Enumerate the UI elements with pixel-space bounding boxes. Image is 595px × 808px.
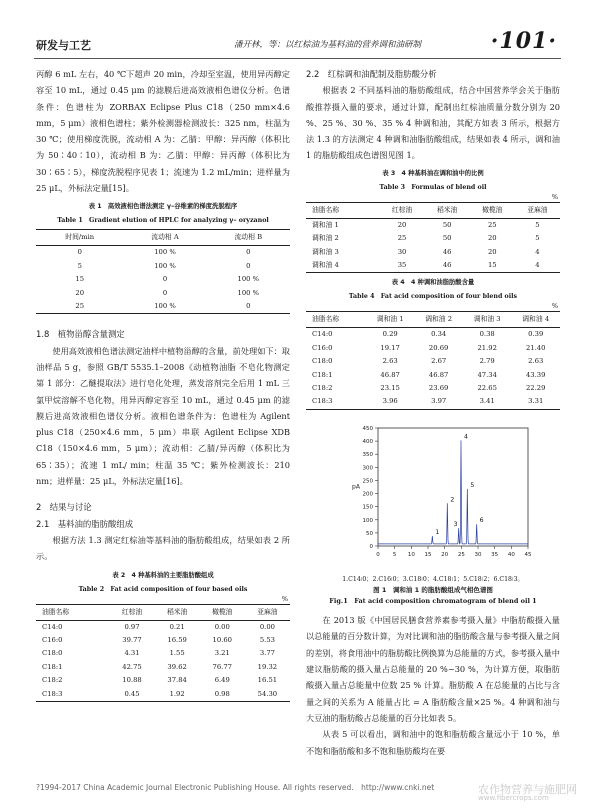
table-cell: 19.32 [257, 662, 278, 671]
table-cell: 16.51 [257, 676, 278, 685]
table-cell: 15 [75, 275, 85, 284]
chromatogram-figure [306, 418, 560, 573]
table-row [36, 620, 290, 634]
peak-label: 1 [435, 528, 440, 536]
table-header: 亚麻油 [527, 205, 548, 214]
table-cell: C18:3 [42, 689, 63, 698]
table-header: 油脂名称 [312, 205, 340, 214]
table-header: 流动相 B [234, 233, 263, 242]
table-cell: 20 [487, 247, 497, 256]
y-tick-label: 200 [362, 491, 373, 498]
table-row [306, 328, 560, 342]
table-cell: 5.53 [259, 635, 275, 644]
table-cell: 100 % [154, 261, 176, 270]
table2-caption-en: Table 2 Fat acid composition of four based oils [78, 585, 248, 593]
table-row [36, 661, 290, 674]
x-tick-label: 45 [524, 551, 532, 558]
peak-label: 4 [464, 433, 468, 441]
y-tick-label: 0 [369, 543, 373, 550]
table3-caption-cn: 表 3 4 种基料油在调和油中的比例 [382, 169, 484, 177]
table-cell: 20 [397, 220, 407, 229]
table3 [306, 202, 560, 274]
table2-unit: % [281, 594, 288, 603]
running-title: 潘开林，等：以红棕油为基料油的营养调和油研制 [234, 40, 422, 50]
table-header: 油脂名称 [42, 607, 70, 616]
table-cell: 0.38 [479, 330, 495, 339]
table-cell: 1.92 [169, 689, 185, 698]
table-row [306, 395, 560, 409]
table-header: 调和油 4 [522, 315, 550, 324]
table-cell: 46 [442, 261, 452, 269]
chromatogram-chart [306, 418, 560, 568]
table1-caption-en: Table 1 Gradient elution of HPLC for analyzing γ– oryzanol [57, 217, 269, 225]
table-row [36, 300, 290, 314]
table-cell: 0.97 [124, 622, 140, 631]
table-cell: 16.59 [167, 635, 187, 644]
table-cell: 0.98 [214, 689, 230, 698]
paragraph: 根据方法 1.3 测定红棕油等基料油的脂肪酸组成，结果如表 2 所示。 [36, 534, 290, 562]
table-cell: 0 [162, 288, 168, 297]
table4-caption-cn: 表 4 4 种调和油脂肪酸含量 [391, 279, 475, 287]
page-number: ·101· [490, 28, 557, 54]
table-cell: 39.62 [167, 662, 187, 671]
table-cell: 25 [487, 220, 497, 229]
y-tick-label: 150 [362, 504, 373, 511]
table2-caption-cn: 表 2 4 种基料油的主要脂肪酸组成 [112, 571, 214, 579]
table4 [306, 311, 560, 409]
y-tick-label: 450 [362, 425, 373, 432]
table-cell: 50 [442, 220, 452, 229]
table-cell: 20.69 [428, 343, 449, 352]
table-cell: 47.34 [477, 370, 497, 379]
table-cell: 4.31 [124, 649, 140, 658]
table-cell: 46.87 [428, 370, 449, 379]
table-header: 时间/min [65, 233, 95, 242]
table-cell: 0.34 [431, 330, 447, 339]
table-cell: 15 [487, 261, 497, 269]
copyright-footer: ?1994-2017 China Academic Journal Electronic Publishing House. All rights reserved. http://www.cnki.net [36, 783, 435, 792]
table-cell: 0.39 [528, 330, 544, 339]
table1 [36, 229, 290, 314]
table-header: 红棕油 [391, 205, 413, 214]
table-cell: 54.30 [257, 689, 278, 698]
table-cell: 3.97 [431, 397, 447, 406]
table4-caption-en: Table 4 Fat acid composition of four blend oils [348, 293, 518, 301]
table-row [36, 674, 290, 687]
table-row [306, 342, 560, 355]
table-header: 稻米油 [436, 205, 458, 214]
table-cell: 3.96 [382, 397, 398, 406]
table-cell: 100 % [237, 275, 260, 284]
x-tick-label: 20 [441, 551, 449, 558]
table-cell: 0 [77, 248, 82, 257]
table-cell: C16:0 [42, 635, 63, 644]
table-cell: C18:1 [42, 662, 63, 671]
x-tick-label: 10 [407, 551, 415, 558]
table-cell: 21.92 [477, 343, 497, 352]
table-cell: C18:0 [42, 649, 63, 658]
table-cell: 21.40 [525, 343, 546, 352]
table-cell: 2.63 [528, 357, 544, 366]
table-cell: 20 [487, 234, 497, 243]
table-cell: 100 % [237, 288, 260, 297]
watermark: 农作物营养与施肥网 [478, 783, 577, 796]
x-tick-label: 15 [424, 551, 432, 558]
table-cell: 4 [535, 261, 540, 269]
table4-unit: % [551, 302, 558, 311]
table-cell: 4 [535, 247, 540, 256]
table-cell: C18:2 [312, 384, 333, 393]
table-cell: 50 [442, 234, 452, 243]
table-cell: 0 [162, 275, 168, 284]
table-row [36, 688, 290, 702]
table-cell: 46.87 [380, 370, 400, 379]
peak-label: 5 [470, 481, 475, 489]
section-heading: 1.8 植物甾醇含量测定 [36, 329, 125, 340]
table-cell: 39.77 [122, 635, 142, 644]
table-cell: C14:0 [42, 622, 63, 631]
table1-caption-cn: 表 1 高效液相色谱法测定 γ–谷维素的梯度洗脱程序 [88, 203, 238, 211]
table-row [306, 382, 560, 395]
table-cell: 调和油 1 [312, 220, 339, 229]
table-header: 稻米油 [166, 607, 188, 616]
paragraph: 使用高效液相色谱法测定油样中植物甾醇的含量，前处理如下：取油样品 5 g，参照 GB/T 5535.1–2008《动植物油脂 不皂化物测定 第 1 部分：乙醚提取法》进行皂化处理，蒸发溶剂完全后用 1 mL 三氯甲烷溶解不皂化物，用异丙醇定容至 10 mL，通过 0.45 μm 的滤膜后进高效液相色谱仪分析。液相色谱条件为：色谱柱为 Agilent plus C18（250×4.6 mm，5 μm）串联 Agilent Eclipse XDB C18（150×4.6 mm，5 μm）；流动相：乙腈/异丙醇（体积比为 65∶35）；流速 1 mL/ min；柱温 35 ℃；紫外检测波长：210 nm；进样量：25 μL，外标法定量[16]。 [36, 345, 290, 487]
table-cell: 1.55 [169, 649, 185, 658]
journal-section: 研发与工艺 [36, 39, 91, 52]
peak-label: 6 [479, 517, 484, 525]
x-tick-label: 5 [392, 551, 397, 558]
y-tick-label: 250 [362, 478, 373, 485]
y-tick-label: 350 [362, 452, 373, 459]
figure-caption-cn: 图 1 调和油 1 的脂肪酸组成气相色谱图 [373, 586, 493, 595]
table-header: 橄榄油 [482, 205, 503, 214]
peak-label: 2 [450, 496, 455, 504]
table-cell: 25 [397, 234, 407, 243]
table-cell: 2.63 [382, 357, 398, 366]
x-tick-label: 30 [474, 551, 482, 558]
table-cell: 30 [397, 247, 407, 256]
section-heading: 2.1 基料油的脂肪酸组成 [36, 518, 134, 529]
table-cell: 5 [77, 261, 82, 270]
table-cell: 调和油 3 [312, 247, 339, 256]
table-cell: 0 [246, 248, 251, 257]
table3-caption-en: Table 3 Formulas of blend oil [379, 183, 487, 191]
section-heading: 2 结果与讨论 [36, 502, 92, 513]
table-row [306, 246, 560, 259]
table-cell: 10.60 [212, 635, 232, 644]
section-heading: 2.2 红棕调和油配制及脂肪酸分析 [306, 69, 437, 79]
paragraph: 在 2013 版《中国居民膳食营养素参考摄入量》中脂肪酸摄入量以总能量的百分数计算，为对比调和油的脂肪酸含量与参考摄入量之间的差别，将食用油中的脂肪酸比例换算为总能量的方式，参考摄入量中建议脂肪酸的摄入量占总能量的 20 %~30 %，为计算方便，取脂肪酸摄入量占总能量中位数 25 % 计算。脂肪酸 A 在总能量的占比与含量之间的关系为 A 能量占比 = A 脂肪酸含量×25 %。4 种调和油与大豆油的脂肪酸占总能量的百分比如表 5。 [306, 615, 560, 723]
table-cell: 35 [397, 261, 407, 269]
table-cell: 0.45 [124, 689, 140, 698]
table-cell: 3.77 [259, 649, 275, 658]
table-header: 调和油 1 [376, 315, 404, 324]
table-cell: 42.75 [122, 662, 142, 671]
table-cell: 6.49 [214, 676, 230, 685]
table-cell: 22.29 [525, 384, 546, 393]
table-cell: 46 [442, 247, 452, 256]
table-header: 流动相 A [151, 233, 179, 242]
table-cell: 0 [246, 302, 251, 310]
table-cell: 5 [535, 220, 540, 229]
table-header: 亚麻油 [257, 607, 278, 616]
table-row [36, 634, 290, 647]
table-row [306, 232, 560, 245]
y-tick-label: 100 [362, 517, 373, 524]
peak-label: 3 [453, 521, 458, 529]
table-row [36, 647, 290, 660]
table-cell: 43.39 [525, 370, 546, 379]
table-cell: 3.31 [528, 397, 544, 406]
table-row [36, 273, 290, 286]
table-cell: C18:0 [312, 357, 333, 366]
paragraph: 从表 5 可以看出，调和油中的饱和脂肪酸含量远小于 10 %，单不饱和脂肪酸和多不饱和脂肪酸均在要 [306, 729, 560, 756]
y-axis-label: pA [352, 483, 360, 491]
table-row [306, 259, 560, 273]
figure-peak-legend: 1.C14∶0；2.C16∶0；3.C18∶0；4.C18∶1；5.C18∶2；6.C18∶3。 [342, 576, 524, 584]
table-cell: 3.41 [479, 397, 495, 406]
table-cell: 0 [246, 261, 251, 270]
table-cell: 25 [75, 302, 85, 310]
table-row [306, 355, 560, 368]
y-tick-label: 400 [362, 438, 373, 445]
table2 [36, 604, 290, 702]
table-row [36, 287, 290, 300]
table-header: 橄榄油 [212, 607, 233, 616]
table-cell: 23.69 [428, 384, 449, 393]
paragraph: 丙醇 6 mL 左右，40 ℃下超声 20 min，冷却至室温，使用异丙醇定容至 10 mL，通过 0.45 μm 的滤膜后进高效液相色谱仪分析。色谱条件：色谱柱为 ZORBAX Eclipse Plus C18（250 mm×4.6 mm，5 μm）液相色谱柱；紫外检测器检测波长：325 nm，柱温为 30 ℃；使用梯度洗脱，流动相 A 为：乙腈：甲醇：异丙醇（体积比为 50∶40∶10），流动相 B 为：乙腈：甲醇：异丙醇（体积比为 30∶65∶5），梯度洗脱程序见表 1；流速为 1.2 mL/min；进样量为 25 μL，外标法定量[15]。 [36, 69, 290, 194]
table-row [36, 246, 290, 260]
table-cell: 20 [75, 288, 85, 297]
table3-unit: % [551, 192, 558, 201]
table-cell: 100 % [154, 248, 176, 257]
table-cell: 0.00 [214, 622, 230, 631]
table-cell: 调和油 2 [312, 234, 339, 243]
table-cell: 37.84 [167, 676, 187, 685]
table-cell: 0.29 [382, 330, 398, 339]
table-row [36, 260, 290, 273]
table-cell: 2.67 [431, 357, 447, 366]
table-cell: C18:1 [312, 370, 333, 379]
x-tick-label: 25 [457, 551, 465, 558]
watermark-url: www.fibercrops.com [478, 794, 549, 802]
table-cell: 0.21 [169, 622, 185, 631]
right-column [306, 66, 560, 759]
paragraph: 根据表 2 不同基料油的脂肪酸组成，结合中国营养学会关于脂肪酸推荐摄入量的要求，通过计算，配制出红棕油质量分数分别为 20 %、25 %、30 %、35 % 4 种调和油，其配方如表 3 所示，根据方法 1.3 的方法测定 4 种调和油脂肪酸组成，结果如表 4 所示，调和油 1 的脂肪酸组成色谱图见图 1。 [306, 85, 560, 161]
table-cell: 10.88 [122, 676, 142, 685]
table-cell: 2.79 [479, 357, 495, 366]
y-tick-label: 300 [362, 465, 373, 472]
table-cell: C16:0 [312, 343, 333, 352]
table-cell: 0.00 [259, 622, 275, 631]
table-row [306, 369, 560, 382]
table-cell: C18:3 [312, 397, 333, 406]
table-cell: 19.17 [380, 343, 400, 352]
table-cell: 5 [535, 234, 540, 243]
x-tick-label: 35 [491, 551, 499, 558]
table-cell: C18:2 [42, 676, 63, 685]
table-cell: 3.21 [214, 649, 230, 658]
y-tick-label: 50 [366, 530, 373, 537]
table-cell: 调和油 4 [312, 261, 339, 269]
x-tick-label: 0 [376, 551, 380, 558]
table-header: 调和油 2 [425, 315, 453, 324]
chromatogram-trace [378, 440, 528, 544]
table-header: 调和油 3 [473, 315, 501, 324]
table-header: 油脂名称 [312, 315, 340, 324]
table-header: 红棕油 [121, 607, 143, 616]
plot-frame [378, 428, 528, 546]
table-cell: 22.65 [477, 384, 497, 393]
table-row [306, 218, 560, 232]
table-cell: 76.77 [212, 662, 232, 671]
figure-caption-en: Fig.1 Fat acid composition chromatogram of blend oil 1 [329, 597, 537, 606]
x-tick-label: 40 [507, 551, 515, 558]
table-cell: C14:0 [312, 330, 333, 339]
table-cell: 100 % [154, 302, 176, 310]
table-cell: 23.15 [380, 384, 400, 393]
running-header [34, 30, 561, 59]
left-column [36, 66, 290, 702]
